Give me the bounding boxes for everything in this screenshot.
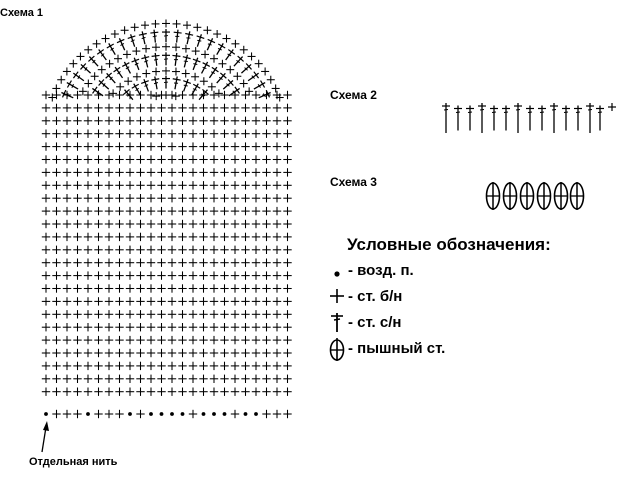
puff-stitch-mark xyxy=(538,182,551,210)
double-crochet-mark xyxy=(586,103,594,133)
double-crochet-mark xyxy=(231,54,246,69)
double-crochet-mark xyxy=(222,47,236,62)
double-crochet-mark xyxy=(466,106,474,131)
puff-stitch-mark xyxy=(571,182,584,210)
double-crochet-mark xyxy=(239,61,254,76)
legend-item-label: - пышный ст. xyxy=(348,339,446,357)
double-crochet-mark xyxy=(180,78,192,93)
double-crochet-mark xyxy=(96,78,111,93)
puff-stitch-mark xyxy=(504,182,517,210)
double-crochet-mark xyxy=(502,106,510,131)
double-crochet-mark xyxy=(71,70,86,84)
double-crochet-mark xyxy=(138,31,149,45)
chain-dot-icon xyxy=(328,259,346,281)
separate-thread-arrow-icon xyxy=(42,421,49,452)
legend-item-single-crochet xyxy=(328,285,402,307)
double-crochet-mark xyxy=(151,52,161,66)
double-crochet-mark xyxy=(173,29,182,43)
double-crochet-mark xyxy=(514,103,522,133)
double-crochet-mark xyxy=(562,106,570,131)
double-crochet-mark xyxy=(550,103,558,133)
scheme-1-arch xyxy=(48,19,283,102)
scheme-1-foundation-row xyxy=(44,410,292,418)
double-crochet-mark xyxy=(116,37,129,52)
double-crochet-mark xyxy=(189,56,201,71)
double-crochet-mark xyxy=(104,71,119,86)
double-crochet-mark xyxy=(65,79,80,92)
scheme-2-title: Схема 2 xyxy=(330,88,377,102)
scheme-1-rows xyxy=(42,91,292,396)
double-crochet-mark xyxy=(112,65,126,80)
double-crochet-mark xyxy=(526,106,534,131)
double-crochet-mark xyxy=(127,33,139,48)
legend-item-label: - ст. с/н xyxy=(348,313,402,331)
puff-stitch-mark xyxy=(521,182,534,210)
double-crochet-mark xyxy=(442,103,450,133)
double-crochet-mark xyxy=(227,85,242,99)
double-crochet-mark xyxy=(221,78,236,93)
double-crochet-mark xyxy=(86,54,101,69)
legend-item-label: - ст. б/н xyxy=(348,287,403,305)
separate-thread-label: Отдельная нить xyxy=(29,456,118,468)
double-crochet-mark xyxy=(196,87,210,102)
scheme-1-chart xyxy=(0,0,300,470)
double-crochet-mark xyxy=(204,37,217,52)
double-crochet-mark xyxy=(206,65,220,80)
double-crochet-mark xyxy=(131,56,143,71)
double-crochet-mark xyxy=(246,70,261,84)
double-crochet-mark xyxy=(171,52,181,66)
double-crochet-mark xyxy=(105,41,118,56)
puff-stitch-mark xyxy=(555,182,568,210)
scheme-1-title: Схема 1 xyxy=(0,7,44,19)
double-crochet-mark xyxy=(183,31,194,45)
double-crochet-mark xyxy=(213,41,226,56)
scheme-3-title: Схема 3 xyxy=(330,175,377,189)
double-crochet-mark xyxy=(490,106,498,131)
legend-title: Условные обозначения: xyxy=(347,235,551,254)
double-crochet-mark xyxy=(162,52,170,65)
double-crochet-mark xyxy=(151,76,161,90)
double-crochet-mark xyxy=(162,76,170,89)
legend-item-chain xyxy=(328,259,414,281)
puff-stitch-mark xyxy=(487,182,500,210)
double-crochet-mark xyxy=(95,47,109,62)
double-crochet-mark xyxy=(90,85,105,99)
double-crochet-mark xyxy=(596,106,604,131)
double-crochet-mark xyxy=(214,71,229,86)
double-crochet-mark xyxy=(140,78,152,93)
legend-item-puff-stitch xyxy=(328,337,445,359)
double-crochet-mark xyxy=(538,106,546,131)
double-crochet-mark xyxy=(141,54,152,69)
double-crochet-mark xyxy=(150,29,159,43)
legend-item-double-crochet xyxy=(328,311,401,333)
puff-stitch-icon xyxy=(328,334,346,362)
double-crochet-mark xyxy=(162,29,170,42)
double-crochet-mark xyxy=(194,33,206,48)
double-crochet-mark xyxy=(252,79,267,92)
double-crochet-mark xyxy=(574,106,582,131)
double-crochet-mark xyxy=(171,76,181,90)
double-crochet-mark xyxy=(60,89,75,102)
double-crochet-mark xyxy=(478,103,486,133)
double-crochet-icon xyxy=(328,311,346,333)
double-crochet-mark xyxy=(454,106,462,131)
legend-item-label: - возд. п. xyxy=(348,261,414,279)
single-crochet-icon xyxy=(328,285,346,307)
double-crochet-mark xyxy=(180,54,191,69)
double-crochet-mark xyxy=(78,61,93,76)
